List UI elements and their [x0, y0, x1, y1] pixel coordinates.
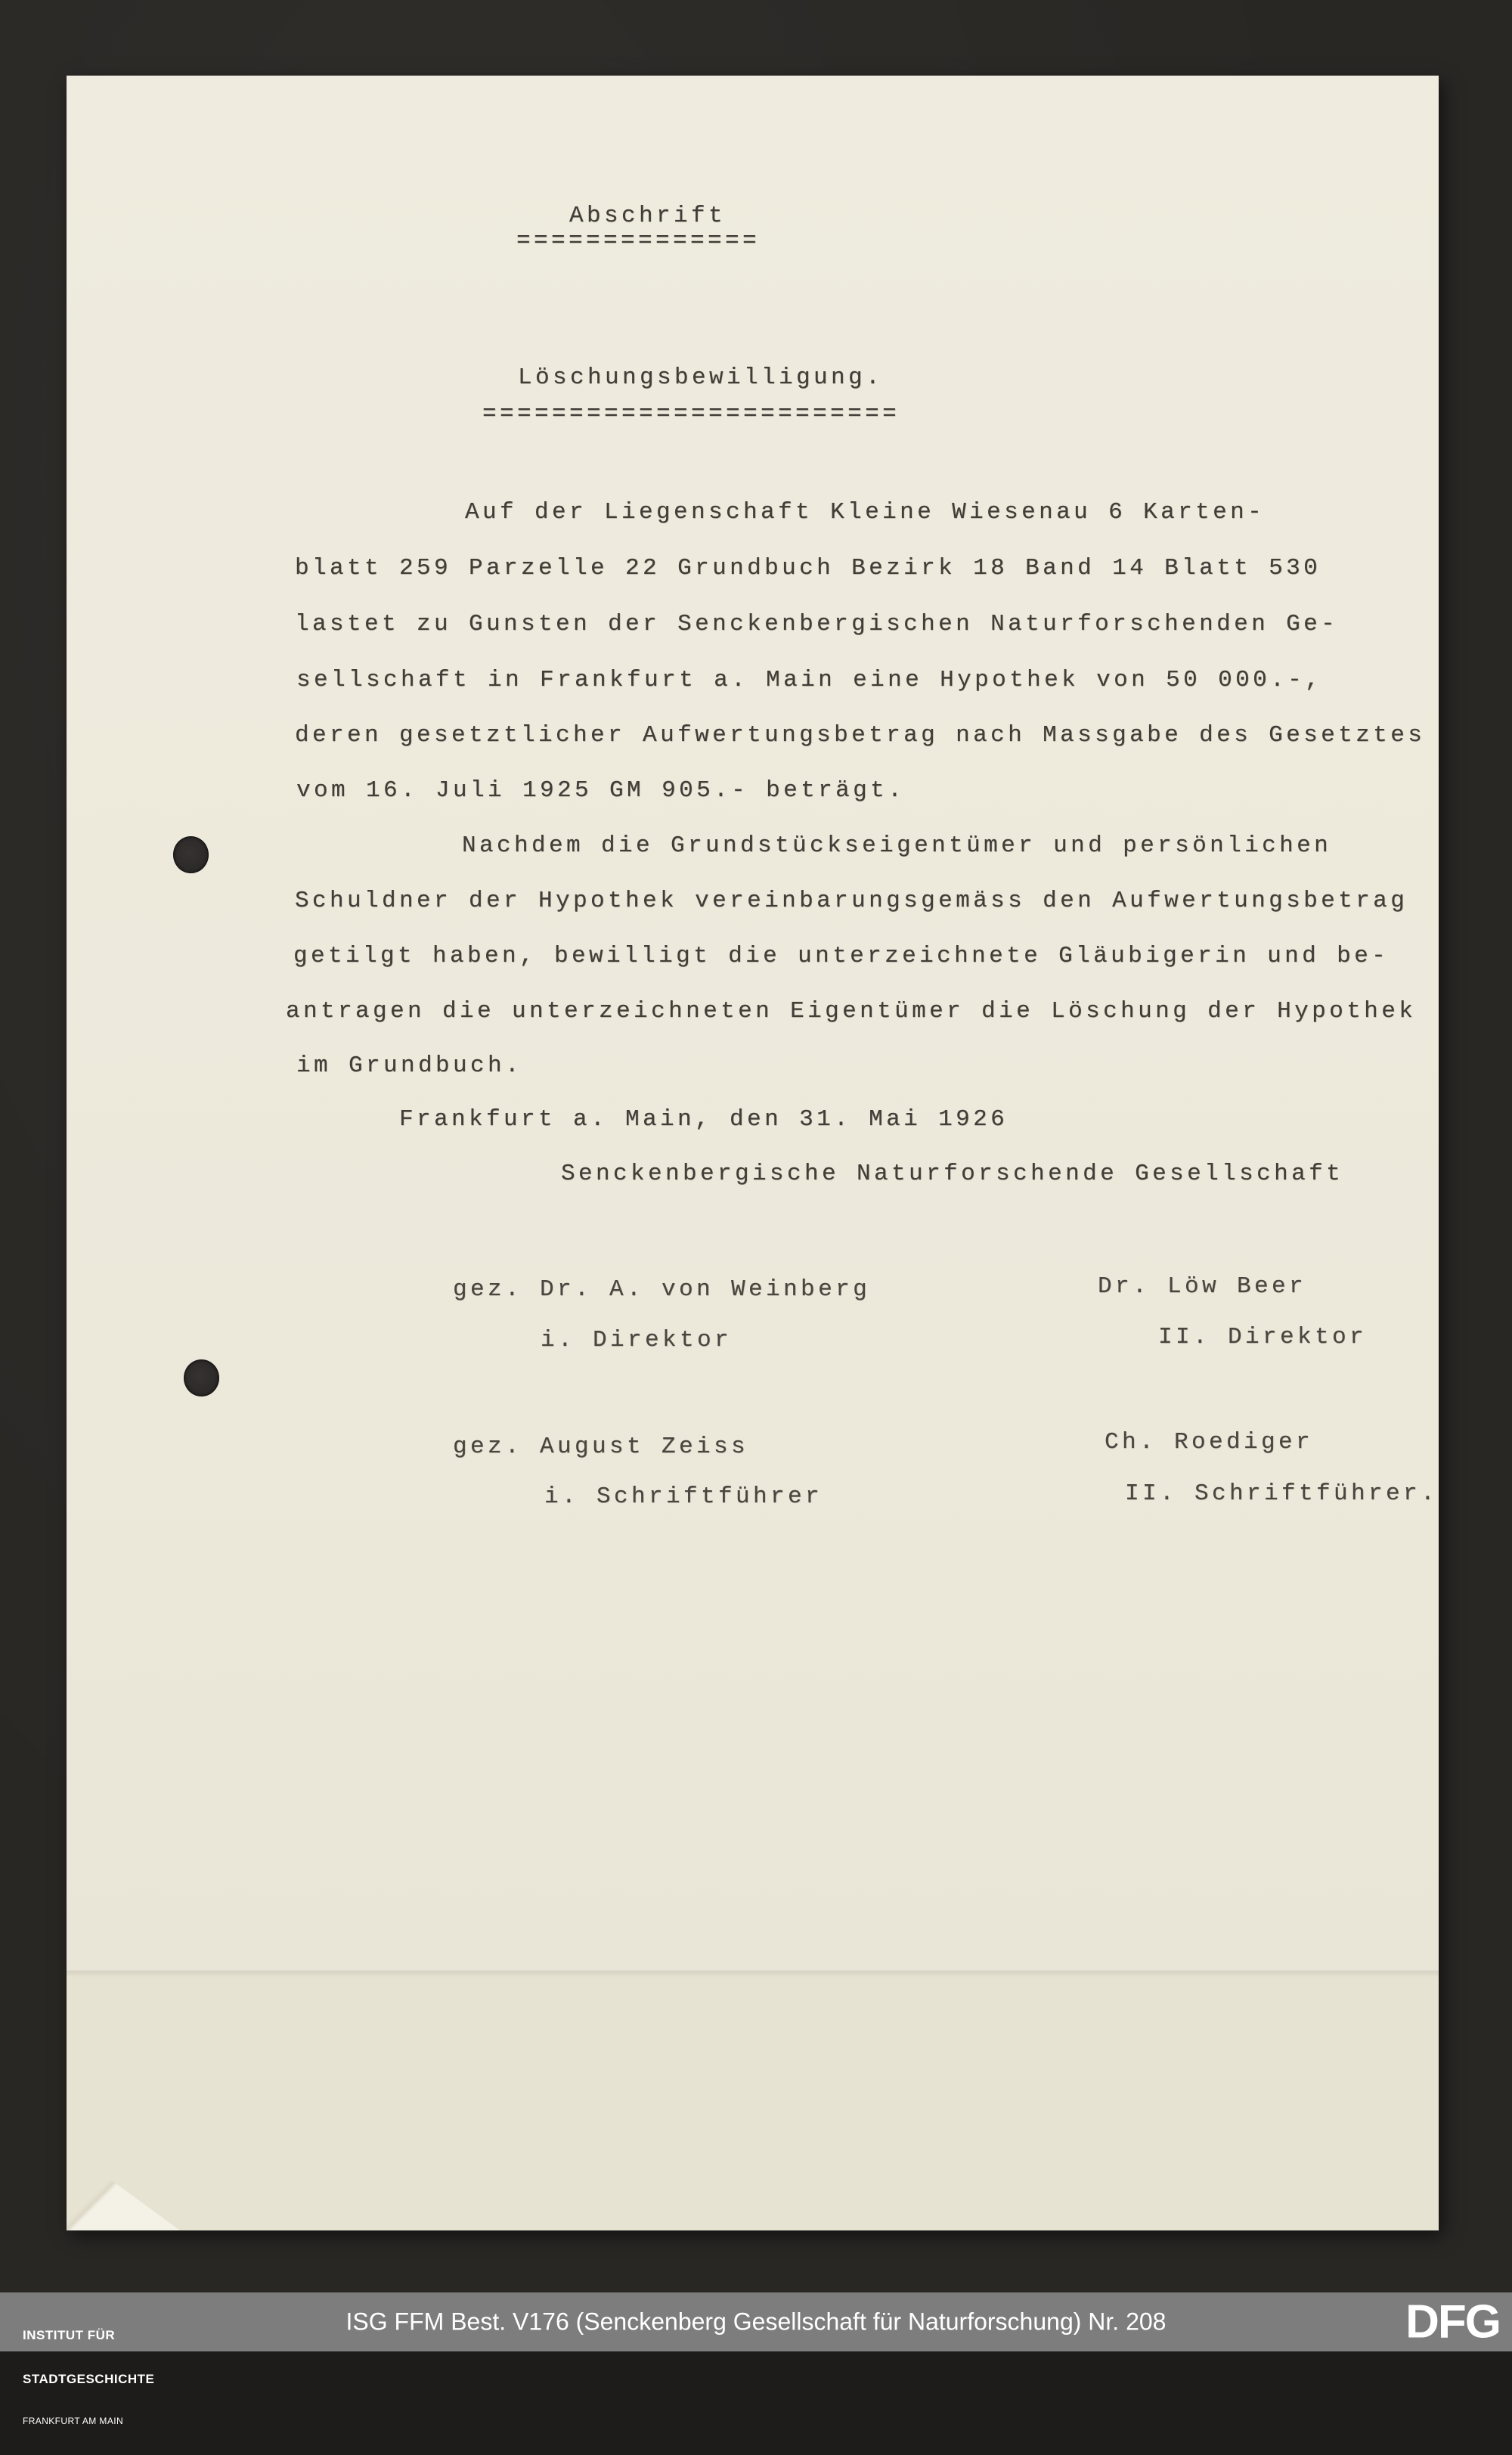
punch-hole [184, 1359, 219, 1396]
date-line: Frankfurt a. Main, den 31. Mai 1926 [399, 1106, 1009, 1133]
folded-corner [67, 2147, 180, 2230]
signature-name-left-1: gez. Dr. A. von Weinberg [453, 1276, 871, 1303]
document-title-underline: ======================== [482, 401, 900, 427]
signature-title-right-1: II. Direktor [1158, 1324, 1368, 1350]
body-line: antragen die unterzeichneten Eigentümer die Löschung der Hypothek [286, 998, 1417, 1024]
dfg-logo: DFG [1405, 2295, 1500, 2348]
institute-logo [23, 2299, 154, 2455]
body-line: Nachdem die Grundstückseigentümer und persönlichen [462, 832, 1332, 859]
archive-reference-caption: ISG FFM Best. V176 (Senckenberg Gesellschaft für Naturforschung) Nr. 208 [345, 2308, 1167, 2336]
paper-sheet [67, 76, 1439, 2230]
signature-title-left-2: i. Schriftführer [544, 1483, 823, 1510]
body-line: sellschaft in Frankfurt a. Main eine Hypothek von 50 000.-, [296, 667, 1323, 693]
document-title: Löschungsbewilligung. [518, 364, 884, 391]
body-line: vom 16. Juli 1925 GM 905.- beträgt. [296, 777, 906, 804]
signature-name-right-1: Dr. Löw Beer [1098, 1273, 1307, 1300]
signature-title-left-1: i. Direktor [541, 1327, 733, 1353]
document-kind-underline: ============== [516, 228, 761, 254]
torn-edge [67, 1970, 1439, 1977]
document-kind-label: Abschrift [569, 203, 727, 229]
archive-caption-bar [0, 2292, 1512, 2427]
organization-line: Senckenbergische Naturforschende Gesellschaft [561, 1161, 1344, 1187]
body-line: blatt 259 Parzelle 22 Grundbuch Bezirk 18 Band 14 Blatt 530 [295, 555, 1321, 581]
body-line: deren gesetztlicher Aufwertungsbetrag nach Massgabe des Gesetztes [295, 722, 1426, 749]
signature-name-left-2: gez. August Zeiss [453, 1434, 749, 1460]
body-line: getilgt haben, bewilligt die unterzeichnete Gläubigerin und be- [293, 943, 1390, 969]
institute-line2: STADTGESCHICHTE [23, 2371, 155, 2386]
signature-name-right-2: Ch. Roediger [1105, 1429, 1314, 1455]
institute-line3: FRANKFURT AM MAIN [23, 2416, 124, 2427]
body-line: im Grundbuch. [296, 1052, 523, 1079]
body-line: Schuldner der Hypothek vereinbarungsgemäss den Aufwertungsbetrag [295, 888, 1408, 914]
punch-hole [173, 836, 209, 873]
body-line: lastet zu Gunsten der Senckenbergischen Naturforschenden Ge- [295, 611, 1339, 637]
body-line: Auf der Liegenschaft Kleine Wiesenau 6 Karten- [465, 499, 1266, 525]
signature-title-right-2: II. Schriftführer. [1125, 1480, 1439, 1507]
institute-line1: INSTITUT FÜR [23, 2327, 116, 2342]
